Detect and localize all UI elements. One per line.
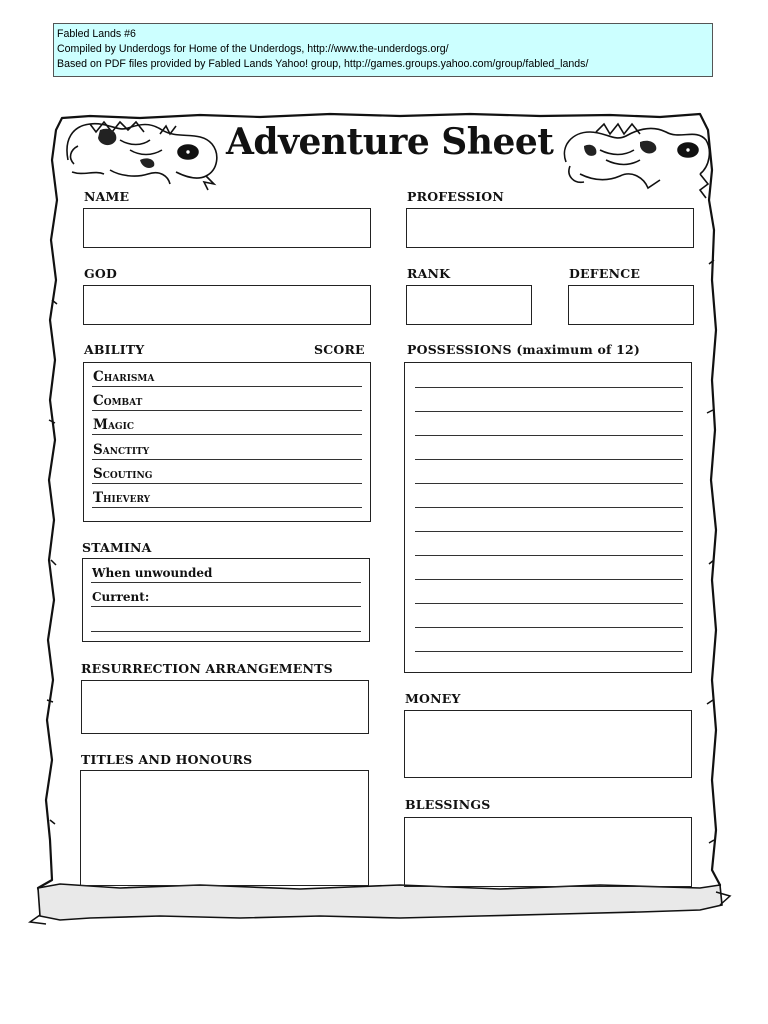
rank-label: RANK: [407, 266, 451, 281]
sheet-title: Adventure Sheet: [226, 121, 554, 163]
possession-line[interactable]: [415, 603, 683, 604]
titles-label: TITLES AND HONOURS: [81, 752, 253, 767]
name-field[interactable]: [83, 208, 371, 248]
ability-row[interactable]: [92, 366, 362, 387]
stamina-unwounded-label: When unwounded: [92, 566, 213, 580]
possession-line[interactable]: [415, 507, 683, 508]
scroll-band: [38, 884, 722, 920]
profession-field[interactable]: [406, 208, 694, 248]
possession-line[interactable]: [415, 411, 683, 412]
stamina-current-row[interactable]: [91, 586, 361, 607]
possession-line[interactable]: [415, 435, 683, 436]
money-label: MONEY: [405, 691, 461, 706]
defence-label: DEFENCE: [569, 266, 641, 281]
ability-label: ABILITY: [84, 342, 145, 357]
possession-line[interactable]: [415, 555, 683, 556]
ability-name: Thievery: [93, 490, 151, 506]
ability-name: Scouting: [93, 466, 153, 482]
ability-row[interactable]: [92, 487, 362, 508]
rank-field[interactable]: [406, 285, 532, 325]
resurrection-label: RESURRECTION ARRANGEMENTS: [81, 661, 333, 676]
possession-line[interactable]: [415, 387, 683, 388]
titles-field[interactable]: [80, 770, 369, 886]
score-label: SCORE: [314, 342, 365, 357]
possession-line[interactable]: [415, 579, 683, 580]
ability-row[interactable]: [92, 463, 362, 484]
stamina-label: STAMINA: [82, 540, 152, 555]
possession-line[interactable]: [415, 627, 683, 628]
ability-table: [83, 362, 371, 522]
possession-line[interactable]: [415, 483, 683, 484]
profession-label: PROFESSION: [407, 189, 505, 204]
possession-line[interactable]: [415, 531, 683, 532]
info-line-2: Compiled by Underdogs for Home of the Underdogs, http://www.the-underdogs.org/: [57, 43, 449, 56]
god-label: GOD: [84, 266, 118, 281]
stamina-unwounded-row[interactable]: [91, 562, 361, 583]
resurrection-field[interactable]: [81, 680, 369, 734]
stamina-current-label: Current:: [92, 590, 150, 604]
ability-name: Sanctity: [93, 442, 150, 458]
ability-name: Combat: [93, 393, 143, 409]
money-field[interactable]: [404, 710, 692, 778]
ability-name: Charisma: [93, 369, 155, 385]
stamina-box: [82, 558, 370, 642]
stamina-extra-row[interactable]: [91, 611, 361, 632]
ability-row[interactable]: [92, 414, 362, 435]
info-line-1: Fabled Lands #6: [57, 28, 136, 40]
name-label: NAME: [84, 189, 130, 204]
ability-name: Magic: [93, 417, 134, 433]
info-line-3: Based on PDF files provided by Fabled Lands Yahoo! group, http://games.groups.yahoo.com/group/fabled_lands/: [57, 58, 589, 71]
possession-line[interactable]: [415, 459, 683, 460]
defence-field[interactable]: [568, 285, 694, 325]
possessions-list: [404, 362, 692, 673]
blessings-field[interactable]: [404, 817, 692, 887]
ability-row[interactable]: [92, 439, 362, 460]
god-field[interactable]: [83, 285, 371, 325]
possession-line[interactable]: [415, 651, 683, 652]
ability-row[interactable]: [92, 390, 362, 411]
blessings-label: BLESSINGS: [405, 797, 491, 812]
possessions-label: POSSESSIONS (maximum of 12): [407, 342, 641, 357]
